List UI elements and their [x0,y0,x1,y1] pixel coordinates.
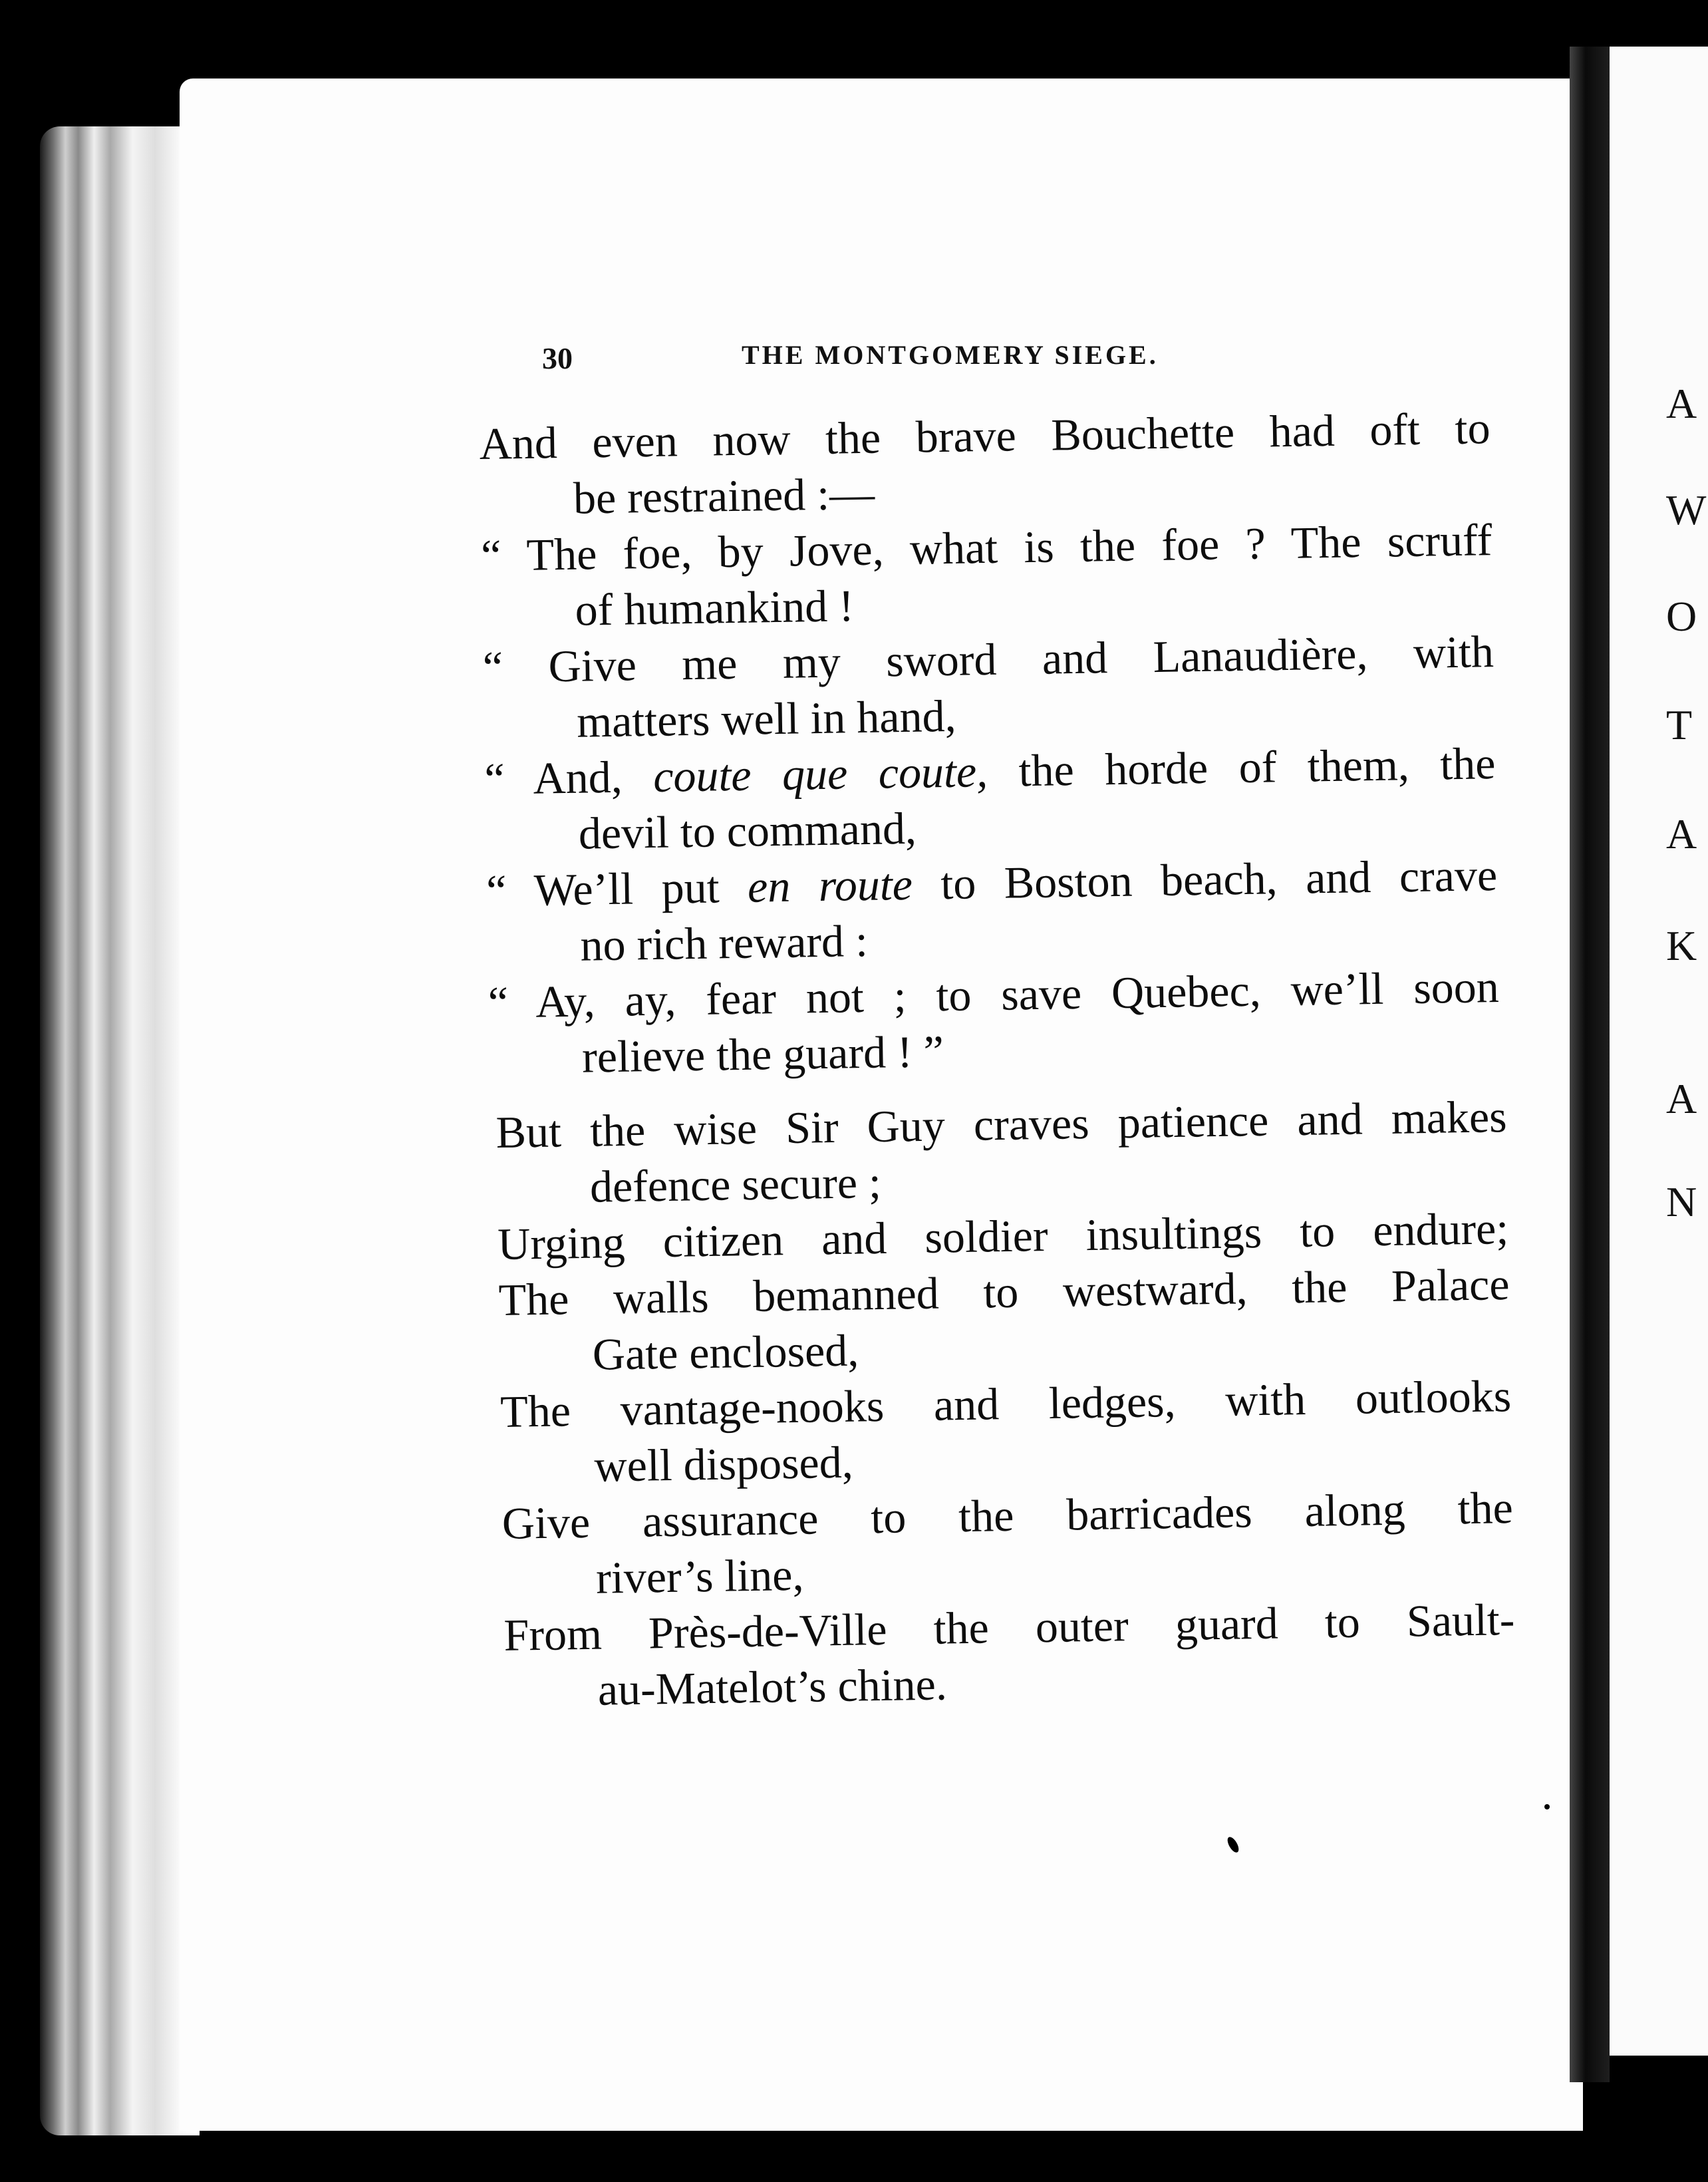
verse-line [503,1591,1516,1719]
verse-line [500,1368,1512,1495]
book-fore-edge [40,126,200,2135]
running-head [542,333,1207,379]
stanza-1 [479,400,1500,1086]
facing-page-letter: K [1666,922,1697,969]
verse-line [486,847,1498,975]
page-number: 30 [542,341,573,375]
verse-line-continuation: defence secure ; [589,1156,882,1212]
facing-page-letter: N [1666,1178,1697,1225]
verse-text: “ We’ll put [486,861,748,916]
verse-line [482,623,1494,751]
verse-italic-phrase: coute que coute, [652,746,988,802]
verse-line [498,1256,1510,1384]
book-gutter [1570,47,1610,2082]
verse-line-first: “ Give me my sword and Lanaudière, with [482,626,1494,693]
facing-page-letter: T [1666,701,1693,748]
ink-speck [1544,1804,1550,1809]
verse-line-continuation: relieve the guard ! ” [581,1026,944,1082]
verse-line-continuation: Gate enclosed, [592,1325,859,1380]
facing-page-letter: A [1666,380,1697,427]
verse-italic-phrase: en route [747,858,913,912]
verse-text: the horde of them, the [987,738,1496,797]
verse-line-continuation: au-Matelot’s chine. [597,1658,948,1715]
facing-page-letter: A [1666,1075,1697,1122]
verse-line-first: The vantage-nooks and ledges, with outlooks [499,1370,1512,1437]
verse-line-first: Urging citizen and soldier insultings to endure; [497,1203,1509,1269]
stanza-2 [496,1088,1516,1719]
verse-line-first: But the wise Sir Guy craves patience and makes [496,1091,1508,1158]
verse-line [479,400,1491,528]
verse-line-first: Give assurance to the barricades along the [501,1482,1514,1549]
verse-line-first: “ Ay, ay, fear not ; to save Quebec, we’ll soon [488,961,1500,1028]
running-title: THE MONTGOMERY SIEGE. [742,340,1159,370]
verse-line-continuation: river’s line, [595,1549,804,1603]
facing-page-letter: A [1666,810,1697,857]
verse-text: “ And, [484,750,654,804]
verse-line-first: The walls bemanned to westward, the Palace [498,1259,1510,1325]
verse-line-continuation: no rich reward : [579,915,869,971]
verse-line [501,1480,1514,1607]
verse-line-first: “ The foe, by Jove, what is the foe ? The scruff [480,514,1493,581]
verse-line-continuation: well disposed, [593,1436,854,1491]
verse-line [488,959,1500,1086]
verse-line-continuation: matters well in hand, [576,690,957,747]
verse-line-continuation: be restrained :— [573,468,875,524]
verse-line [484,735,1496,863]
facing-page-letter: O [1666,593,1697,640]
verse-line-continuation: devil to command, [578,802,917,859]
facing-page [1610,47,1708,2056]
verse-line [481,512,1493,639]
facing-page-letter: W [1666,486,1707,534]
verse-line-first: And even now the brave Bouchette had oft to [479,402,1491,469]
verse-line-continuation: of humankind ! [575,580,855,635]
verse-line-first: From Près-de-Ville the outer guard to Sault- [503,1594,1515,1660]
verse-text: to Boston beach, and crave [912,850,1498,909]
verse-line [496,1088,1508,1216]
